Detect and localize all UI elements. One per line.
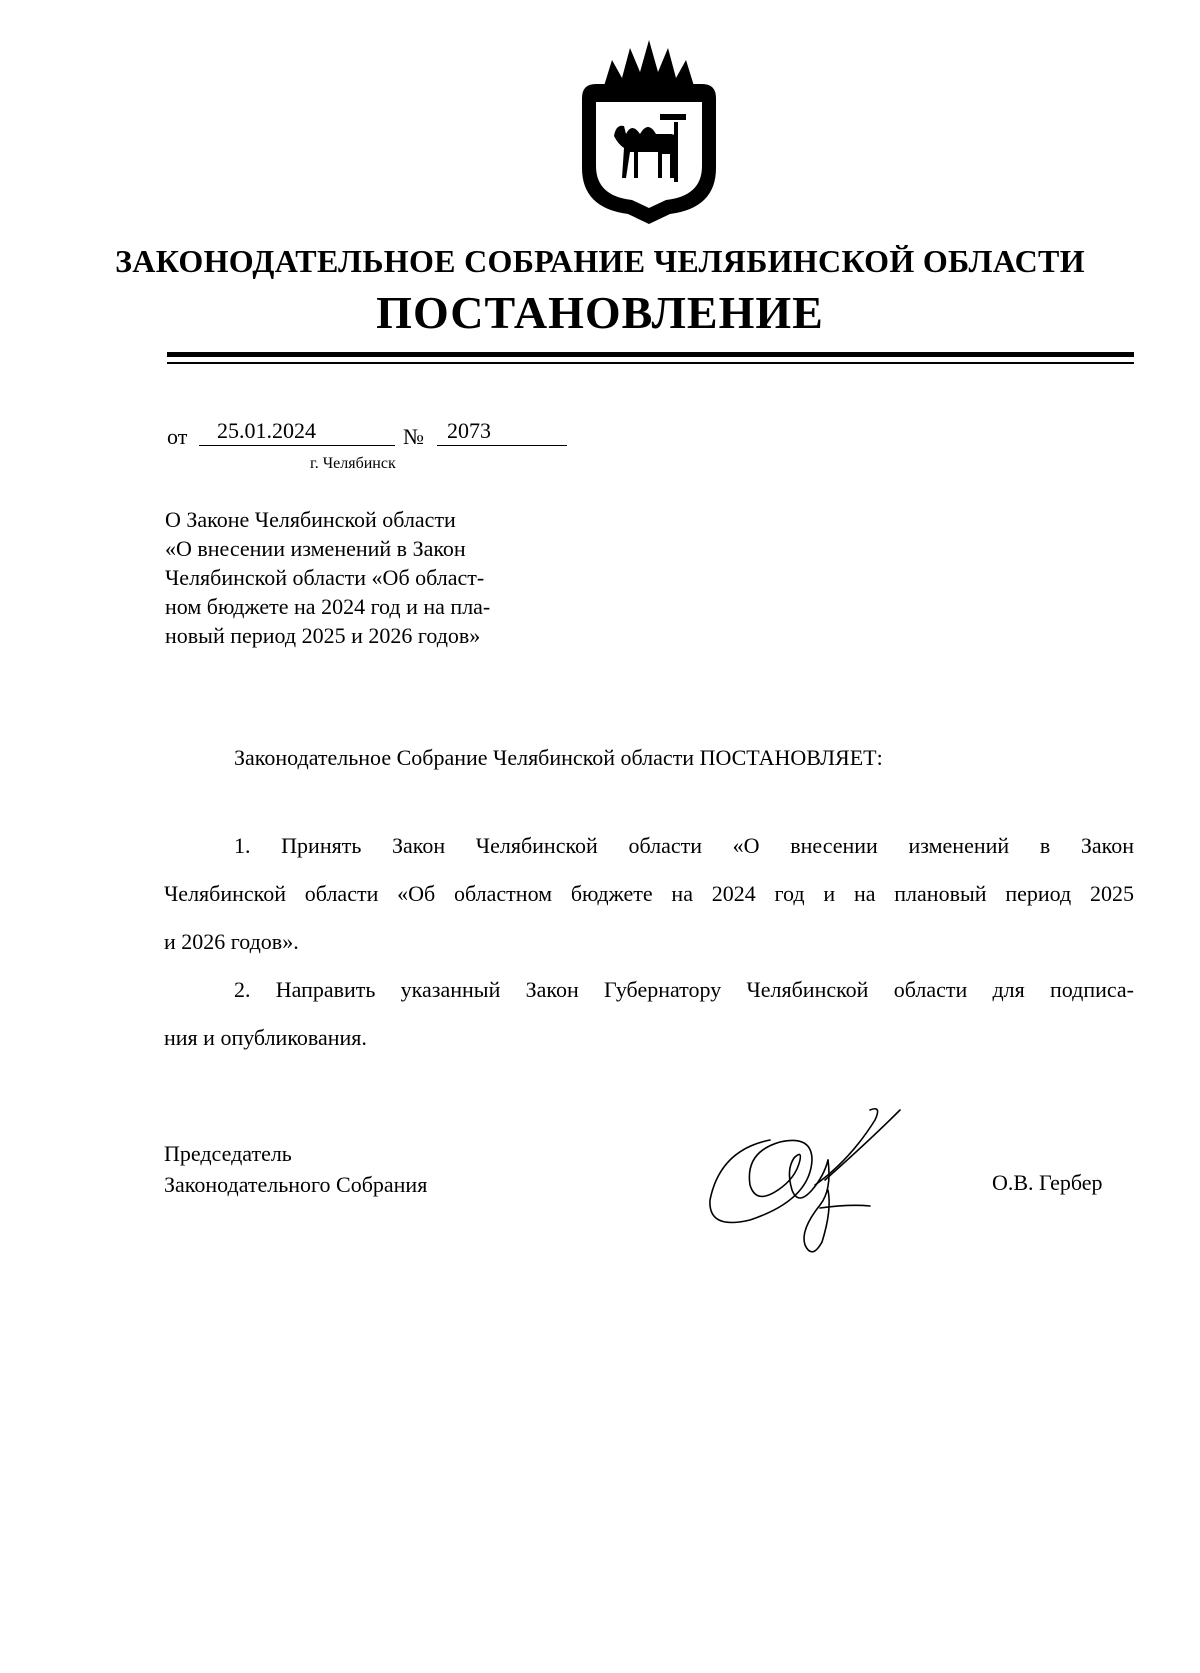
document-type-title: ПОСТАНОВЛЕНИЕ — [376, 287, 824, 338]
organization-title: ЗАКОНОДАТЕЛЬНОЕ СОБРАНИЕ ЧЕЛЯБИНСКОЙ ОБЛАСТИ — [115, 243, 1085, 279]
resolves-statement: Законодательное Собрание Челябинской области ПОСТАНОВЛЯЕТ: — [234, 745, 883, 770]
number-field: 2073 — [437, 418, 567, 446]
signer-position — [164, 1138, 427, 1200]
signer-position-line: Законодательного Собрания — [164, 1172, 428, 1197]
document-subject — [165, 505, 551, 650]
paragraph-line: Челябинской области «Об областном бюджете на 2024 год и на плановый период 2025 — [164, 881, 1134, 906]
header-rule-thick — [167, 352, 1134, 357]
number-label: № — [403, 424, 424, 449]
city-label: г. Челябинск — [310, 455, 396, 472]
paragraph-line: ния и опубликования. — [164, 1025, 367, 1050]
subject-line: «О внесении изменений в Закон — [165, 536, 466, 561]
date-field: 25.01.2024 — [199, 418, 395, 446]
paragraph-1 — [164, 822, 1134, 966]
handwritten-signature — [700, 1080, 930, 1260]
subject-line: О Законе Челябинской области — [165, 507, 456, 532]
header-rule-thin — [167, 362, 1134, 364]
subject-line: Челябинской области «Об област- — [165, 565, 485, 590]
paragraph-line: и 2026 годов». — [164, 929, 299, 954]
subject-line: ном бюджете на 2024 год и на пла- — [165, 594, 491, 619]
signer-position-line: Председатель — [164, 1141, 292, 1166]
paragraph-line: 2. Направить указанный Закон Губернатору Челябинской области для подписа- — [234, 977, 1134, 1002]
subject-line: новый период 2025 и 2026 годов» — [165, 623, 481, 648]
date-label: от — [167, 424, 188, 449]
signer-name: О.В. Гербер — [992, 1170, 1103, 1195]
paragraph-line: 1. Принять Закон Челябинской области «О внесении изменений в Закон — [234, 833, 1134, 858]
coat-of-arms-emblem — [574, 38, 724, 228]
paragraph-2 — [164, 966, 1134, 1062]
